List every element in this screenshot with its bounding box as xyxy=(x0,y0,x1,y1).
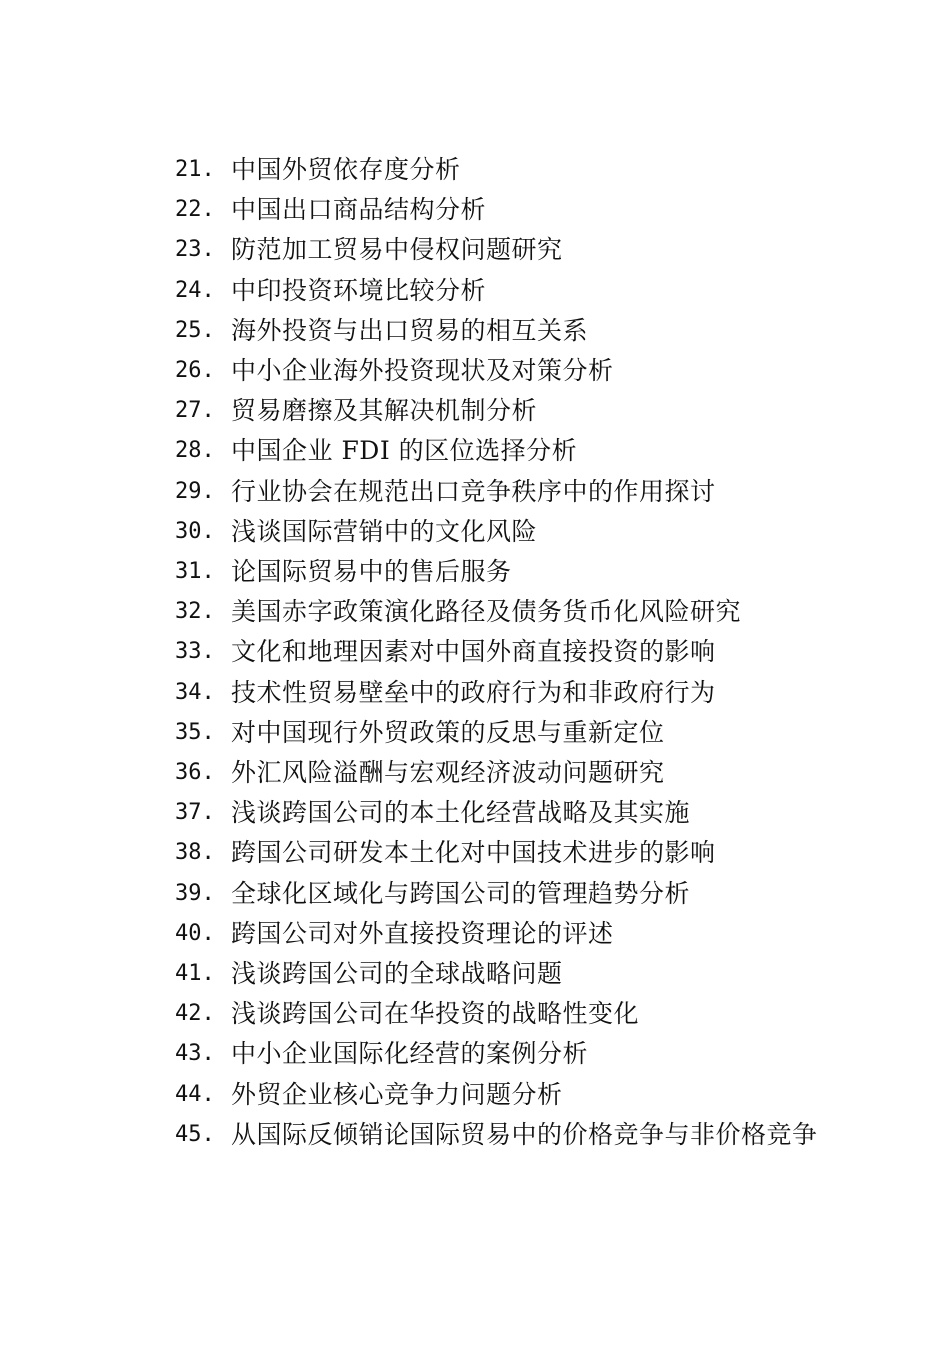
list-item xyxy=(175,673,825,713)
item-text: 从国际反倾销论国际贸易中的价格竞争与非价格竞争 xyxy=(231,1119,818,1149)
item-text: 贸易磨擦及其解决机制分析 xyxy=(231,396,538,426)
topic-list xyxy=(175,150,825,1155)
item-number: 39. xyxy=(175,880,215,906)
item-number: 31. xyxy=(175,559,215,585)
item-number: 36. xyxy=(175,760,215,786)
item-text: 对中国现行外贸政策的反思与重新定位 xyxy=(231,717,665,747)
list-item xyxy=(175,1075,825,1115)
list-item xyxy=(175,230,825,270)
item-text: 美国赤字政策演化路径及债务货币化风险研究 xyxy=(231,597,742,627)
list-item xyxy=(175,351,825,391)
list-item xyxy=(175,954,825,994)
item-number: 38. xyxy=(175,840,215,866)
list-item xyxy=(175,592,825,632)
item-text: 论国际贸易中的售后服务 xyxy=(231,557,512,587)
list-item xyxy=(175,431,825,471)
item-text: 外汇风险溢酬与宏观经济波动问题研究 xyxy=(231,758,665,788)
item-text: 外贸企业核心竞争力问题分析 xyxy=(231,1079,563,1109)
item-text: 中国出口商品结构分析 xyxy=(231,195,487,225)
list-item xyxy=(175,833,825,873)
list-item xyxy=(175,632,825,672)
item-number: 21. xyxy=(175,157,215,182)
item-text: 跨国公司研发本土化对中国技术进步的影响 xyxy=(231,838,716,868)
item-number: 24. xyxy=(175,277,215,303)
item-text: 行业协会在规范出口竞争秩序中的作用探讨 xyxy=(231,476,716,506)
item-text: 文化和地理因素对中国外商直接投资的影响 xyxy=(231,637,716,667)
item-number: 44. xyxy=(175,1081,215,1107)
list-item xyxy=(175,472,825,512)
item-number: 32. xyxy=(175,599,215,625)
item-number: 26. xyxy=(175,358,215,384)
list-item xyxy=(175,994,825,1034)
item-text: 中国企业 FDI 的区位选择分析 xyxy=(231,436,578,466)
list-item xyxy=(175,753,825,793)
item-number: 45. xyxy=(175,1121,215,1147)
item-number: 34. xyxy=(175,679,215,705)
item-number: 25. xyxy=(175,317,215,343)
list-item xyxy=(175,1115,825,1155)
item-number: 30. xyxy=(175,518,215,544)
item-number: 43. xyxy=(175,1041,215,1067)
list-item xyxy=(175,271,825,311)
item-text: 浅谈跨国公司的本土化经营战略及其实施 xyxy=(231,798,691,828)
item-number: 29. xyxy=(175,478,215,504)
item-text: 中国外贸依存度分析 xyxy=(231,155,461,184)
item-number: 42. xyxy=(175,1001,215,1027)
item-text: 全球化区域化与跨国公司的管理趋势分析 xyxy=(231,878,691,908)
list-item xyxy=(175,512,825,552)
item-number: 37. xyxy=(175,800,215,826)
list-item xyxy=(175,1034,825,1074)
item-text: 跨国公司对外直接投资理论的评述 xyxy=(231,918,614,948)
list-item xyxy=(175,793,825,833)
list-item xyxy=(175,150,825,190)
list-item xyxy=(175,391,825,431)
item-number: 40. xyxy=(175,920,215,946)
item-text: 中小企业国际化经营的案例分析 xyxy=(231,1039,589,1069)
item-text: 防范加工贸易中侵权问题研究 xyxy=(231,235,563,265)
list-item xyxy=(175,311,825,351)
item-number: 41. xyxy=(175,961,215,987)
item-number: 35. xyxy=(175,719,215,745)
item-text: 中小企业海外投资现状及对策分析 xyxy=(231,356,614,386)
item-text: 浅谈国际营销中的文化风险 xyxy=(231,516,538,546)
item-number: 33. xyxy=(175,639,215,665)
list-item xyxy=(175,874,825,914)
item-text: 中印投资环境比较分析 xyxy=(231,275,487,305)
item-number: 23. xyxy=(175,237,215,263)
item-number: 27. xyxy=(175,398,215,424)
list-item xyxy=(175,713,825,753)
list-item xyxy=(175,914,825,954)
item-text: 技术性贸易壁垒中的政府行为和非政府行为 xyxy=(231,677,716,707)
item-text: 海外投资与出口贸易的相互关系 xyxy=(231,315,589,345)
list-item xyxy=(175,190,825,230)
item-text: 浅谈跨国公司的全球战略问题 xyxy=(231,959,563,989)
item-text: 浅谈跨国公司在华投资的战略性变化 xyxy=(231,999,640,1029)
item-number: 22. xyxy=(175,197,215,223)
list-item xyxy=(175,552,825,592)
item-number: 28. xyxy=(175,438,215,464)
